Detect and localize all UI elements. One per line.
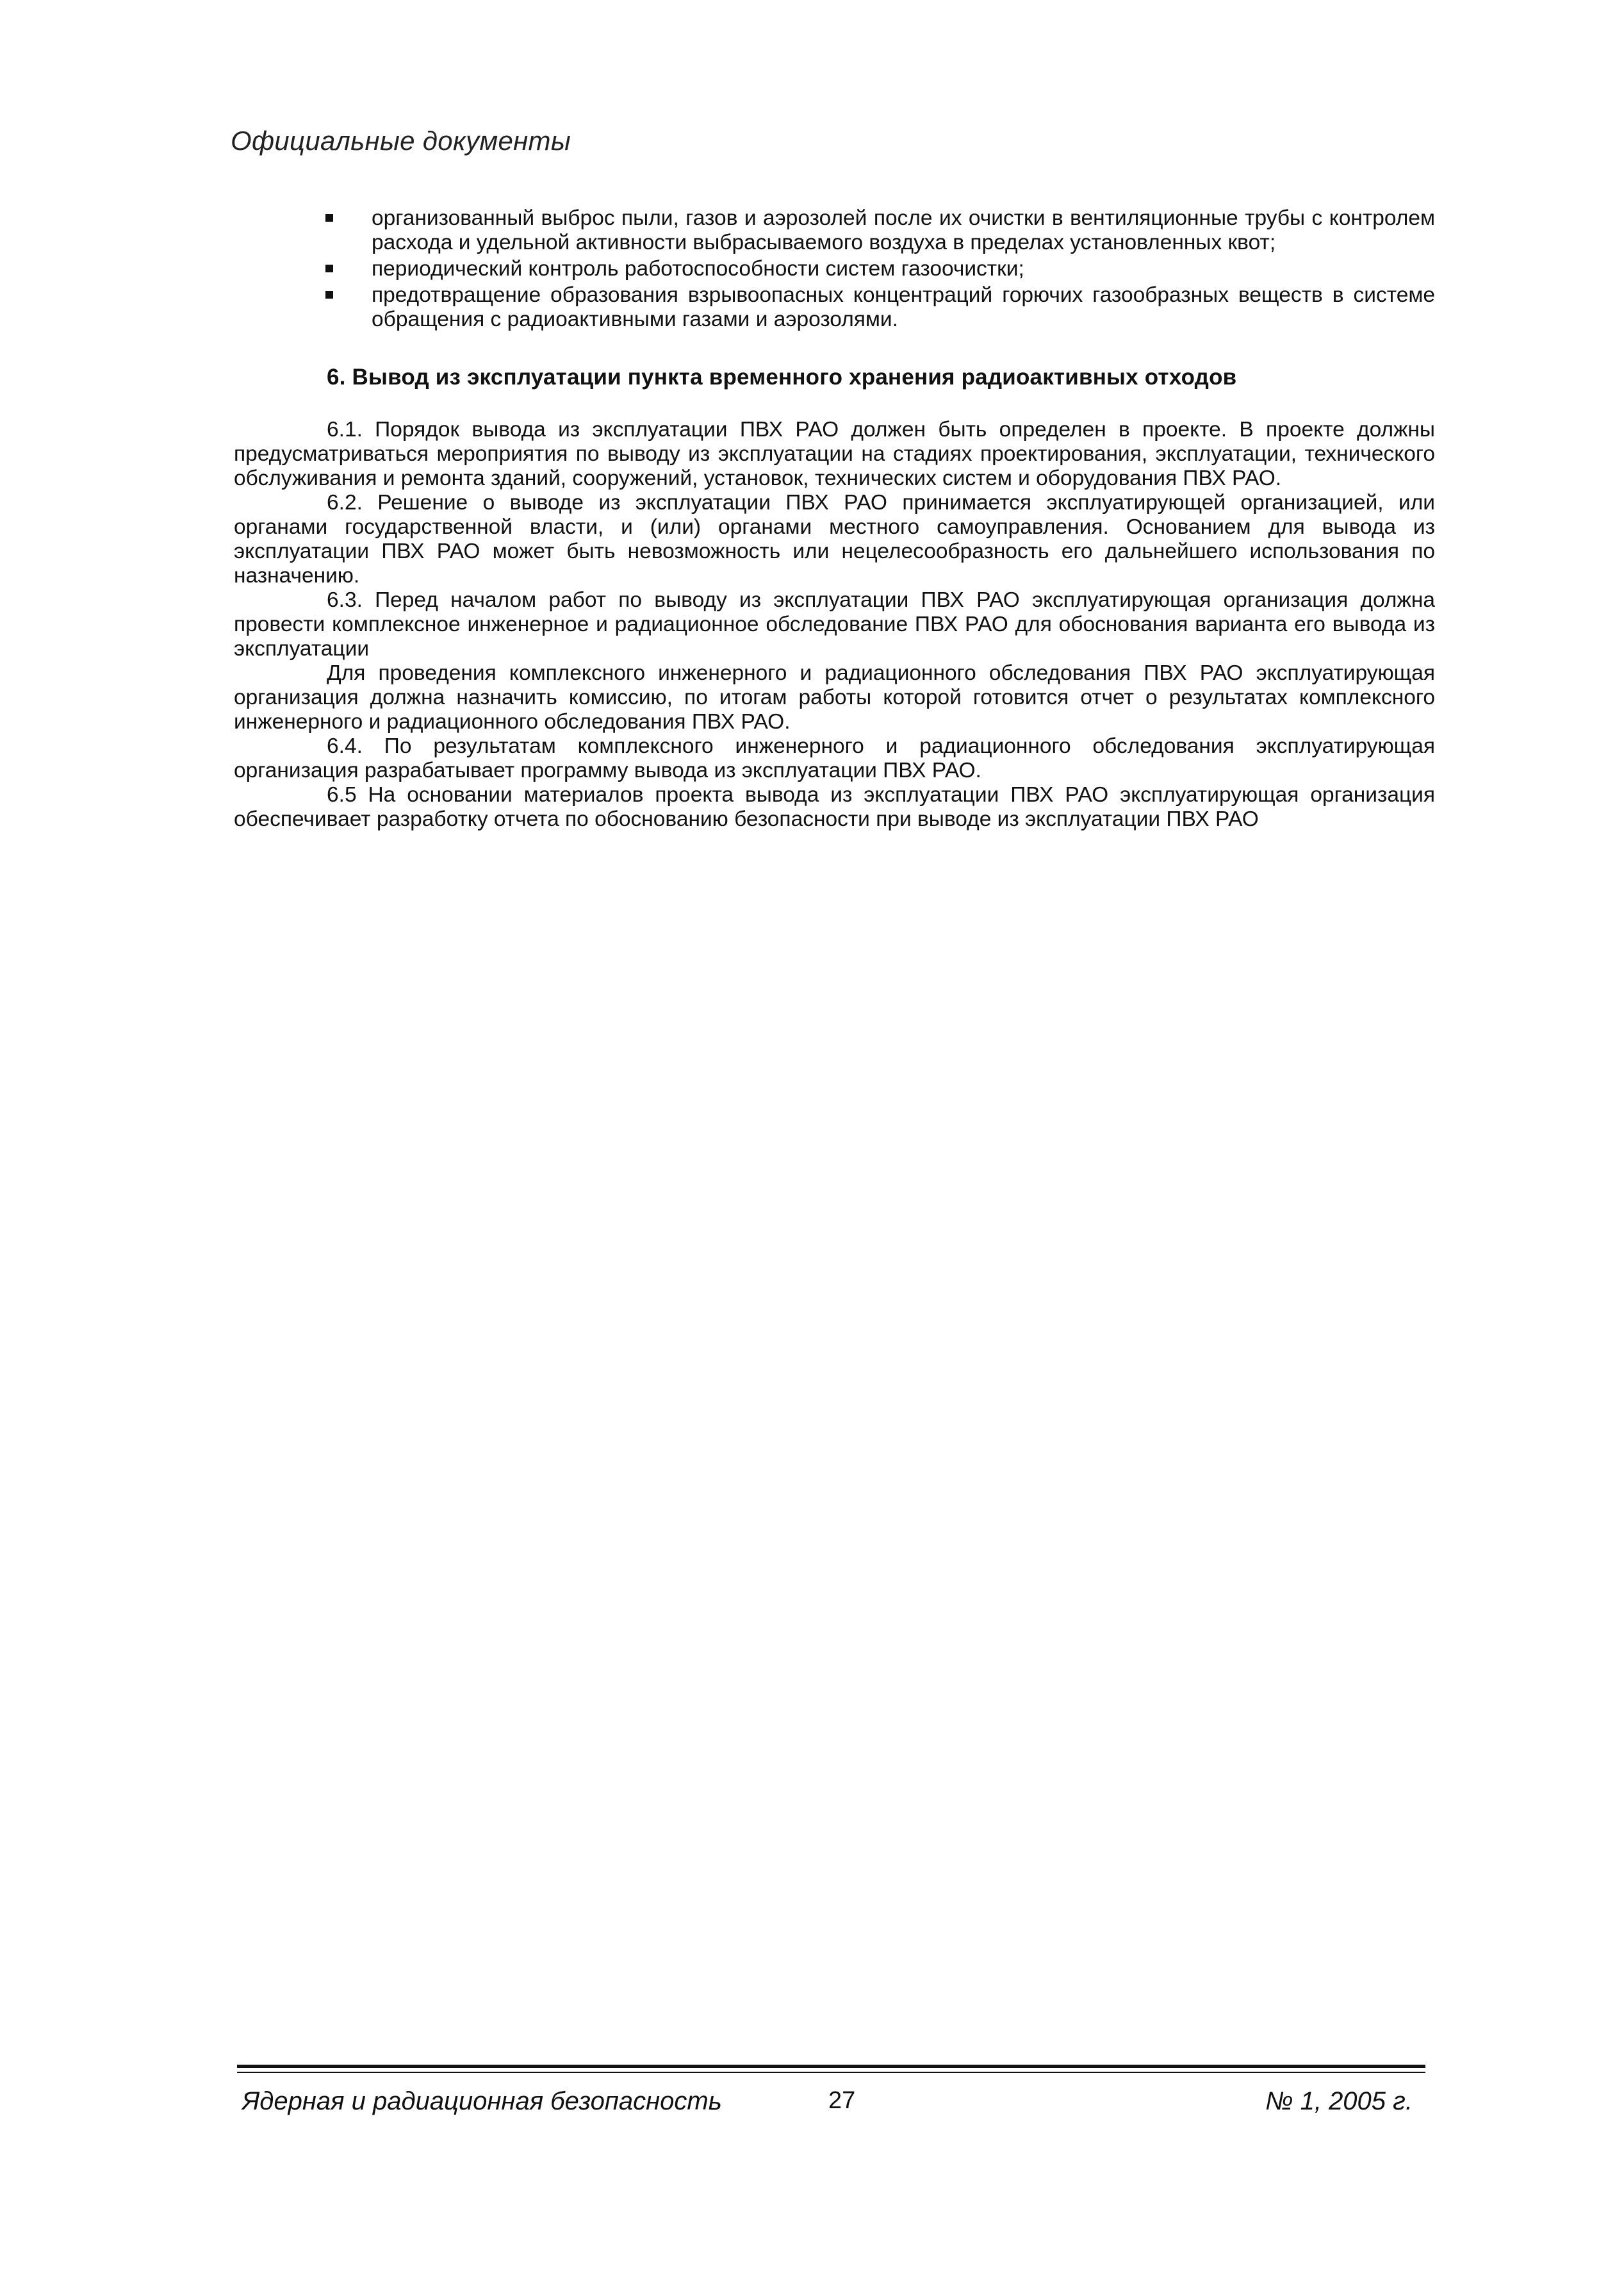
journal-title: Ядерная и радиационная безопасность [242,2087,722,2115]
footer-divider [237,2065,1425,2068]
paragraph-6-5: 6.5 На основании материалов проекта вывода из эксплуатации ПВХ РАО эксплуатирующая организация обеспечивает разработку отчета по обоснованию безопасности при выводе из эксплуатации ПВХ РАО [234,783,1435,831]
document-body [234,206,1435,832]
list-item [234,206,1435,255]
footer-divider-thin [237,2072,1425,2073]
paragraph-6-4: 6.4. По результатам комплексного инженерного и радиационного обследования эксплуатирующая организация разрабатывает программу вывода из эксплуатации ПВХ РАО. [234,734,1435,782]
list-item-text: предотвращение образования взрывоопасных концентраций горючих газообразных веществ в системе обращения с радиоактивными газами и аэрозолями. [372,283,1435,331]
list-item [234,283,1435,332]
running-head: Официальные документы [231,126,571,156]
page-footer [237,2065,1425,2126]
list-item-text: периодический контроль работоспособности систем газоочистки; [372,257,1024,281]
issue-number: № 1, 2005 г. [1265,2087,1413,2115]
paragraph-6-3: 6.3. Перед началом работ по выводу из эксплуатации ПВХ РАО эксплуатирующая организация должна провести комплексное инженерное и радиационное обследование ПВХ РАО для обоснования варианта его вывода из эксплуатации [234,588,1435,661]
square-bullet-icon [325,214,333,222]
bullet-list [234,206,1435,332]
square-bullet-icon [325,291,333,299]
list-item-text: организованный выброс пыли, газов и аэрозолей после их очистки в вентиляционные трубы с контролем расхода и удельной активности выбрасываемого воздуха в пределах установленных квот; [372,206,1435,254]
section-heading: 6. Вывод из эксплуатации пункта временного хранения радиоактивных отходов [327,365,1237,390]
paragraph-6-1: 6.1. Порядок вывода из эксплуатации ПВХ РАО должен быть определен в проекте. В проекте должны предусматриваться мероприятия по выводу из эксплуатации на стадиях проектирования, эксплуатации, технического обслуживания и ремонта зданий, сооружений, установок, технических систем и оборудования ПВХ РАО. [234,418,1435,490]
paragraph-6-2: 6.2. Решение о выводе из эксплуатации ПВХ РАО принимается эксплуатирующей организацией, или органами государственной власти, и (или) органами местного самоуправления. Основанием для вывода из эксплуатации ПВХ РАО может быть невозможность или нецелесообразность его дальнейшего использования по назначению. [234,491,1435,588]
footer-row [237,2087,1425,2126]
square-bullet-icon [325,265,333,272]
list-item [234,257,1435,281]
page-number: 27 [828,2087,856,2114]
paragraph-commission: Для проведения комплексного инженерного и радиационного обследования ПВХ РАО эксплуатирующая организация должна назначить комиссию, по итогам работы которой готовится отчет о результатах комплексного инженерного и радиационного обследования ПВХ РАО. [234,661,1435,734]
